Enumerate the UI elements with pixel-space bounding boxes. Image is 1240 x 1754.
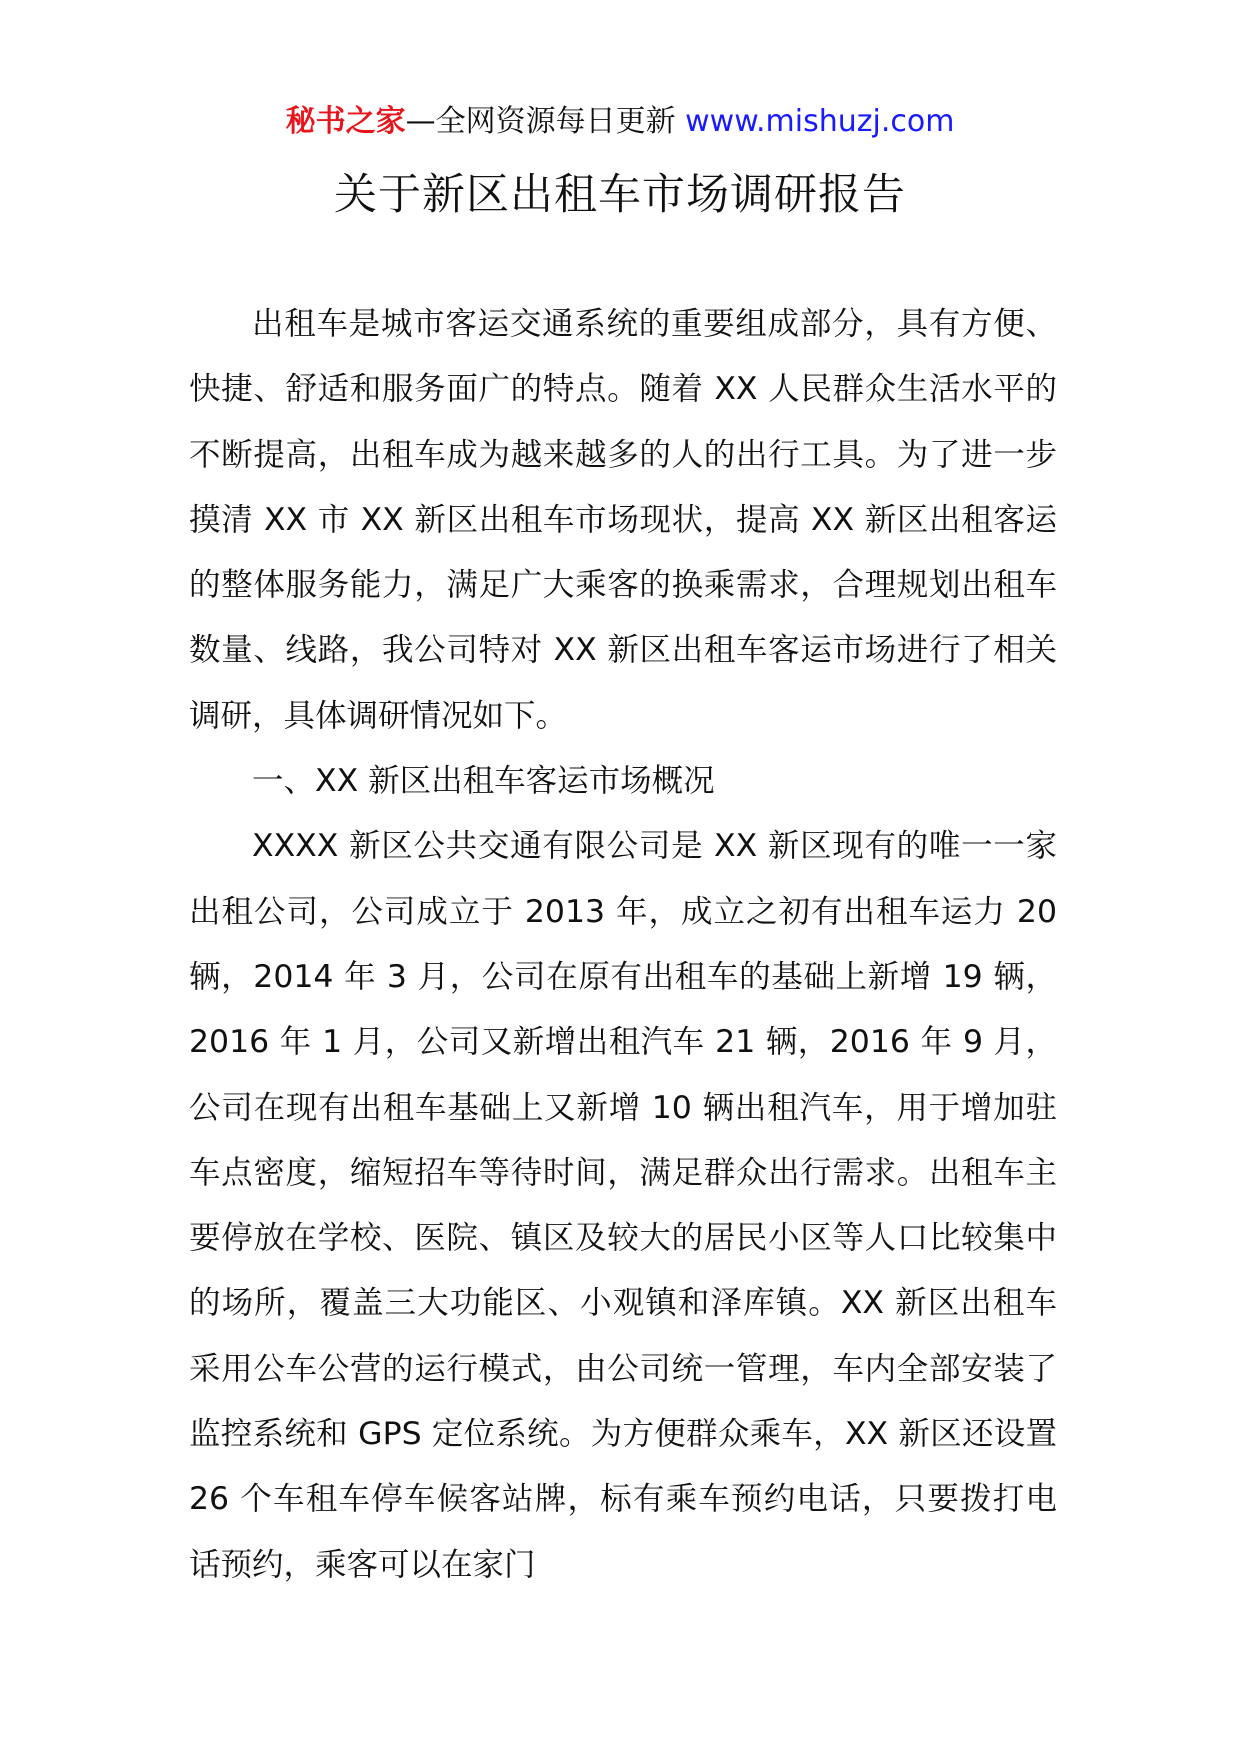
site-url-link[interactable]: www.mishuzj.com xyxy=(685,104,955,139)
document-body xyxy=(189,292,1057,1598)
section-heading: 一、XX 新区出租车客运市场概况 xyxy=(252,763,715,800)
brand-name: 秘书之家 xyxy=(285,104,406,139)
document-title: 关于新区出租车市场调研报告 xyxy=(334,170,906,220)
site-header xyxy=(0,100,1240,144)
header-slogan: —全网资源每日更新 xyxy=(405,104,676,139)
intro-paragraph: 出租车是城市客运交通系统的重要组成部分，具有方便、快捷、舒适和服务面广的特点。随着 XX 人民群众生活水平的不断提高，出租车成为越来越多的人的出行工具。为了进一步摸清 XX 市 XX 新区出租车市场现状，提高 XX 新区出租客运的整体服务能力，满足广大乘客的换乘需求，合理规划出租车数量、线路，我公司特对 XX 新区出租车客运市场进行了相关调研，具体调研情况如下。 xyxy=(189,306,1057,734)
overview-paragraph: XXXX 新区公共交通有限公司是 XX 新区现有的唯一一家出租公司，公司成立于 2013 年，成立之初有出租车运力 20 辆，2014 年 3 月，公司在原有出租车的基础上新增 19 辆，2016 年 1 月，公司又新增出租汽车 21 辆，2016 年 9 月，公司在现有出租车基础上又新增 10 辆出租汽车，用于增加驻车点密度，缩短招车等待时间，满足群众出行需求。出租车主要停放在学校、医院、镇区及较大的居民小区等人口比较集中的场所，覆盖三大功能区、小观镇和泽库镇。XX 新区出租车采用公车公营的运行模式，由公司统一管理，车内全部安装了监控系统和 GPS 定位系统。为方便群众乘车，XX 新区还设置 26 个车租车停车候客站牌，标有乘车预约电话，只要拨打电话预约，乘客可以在家门 xyxy=(189,828,1057,1583)
